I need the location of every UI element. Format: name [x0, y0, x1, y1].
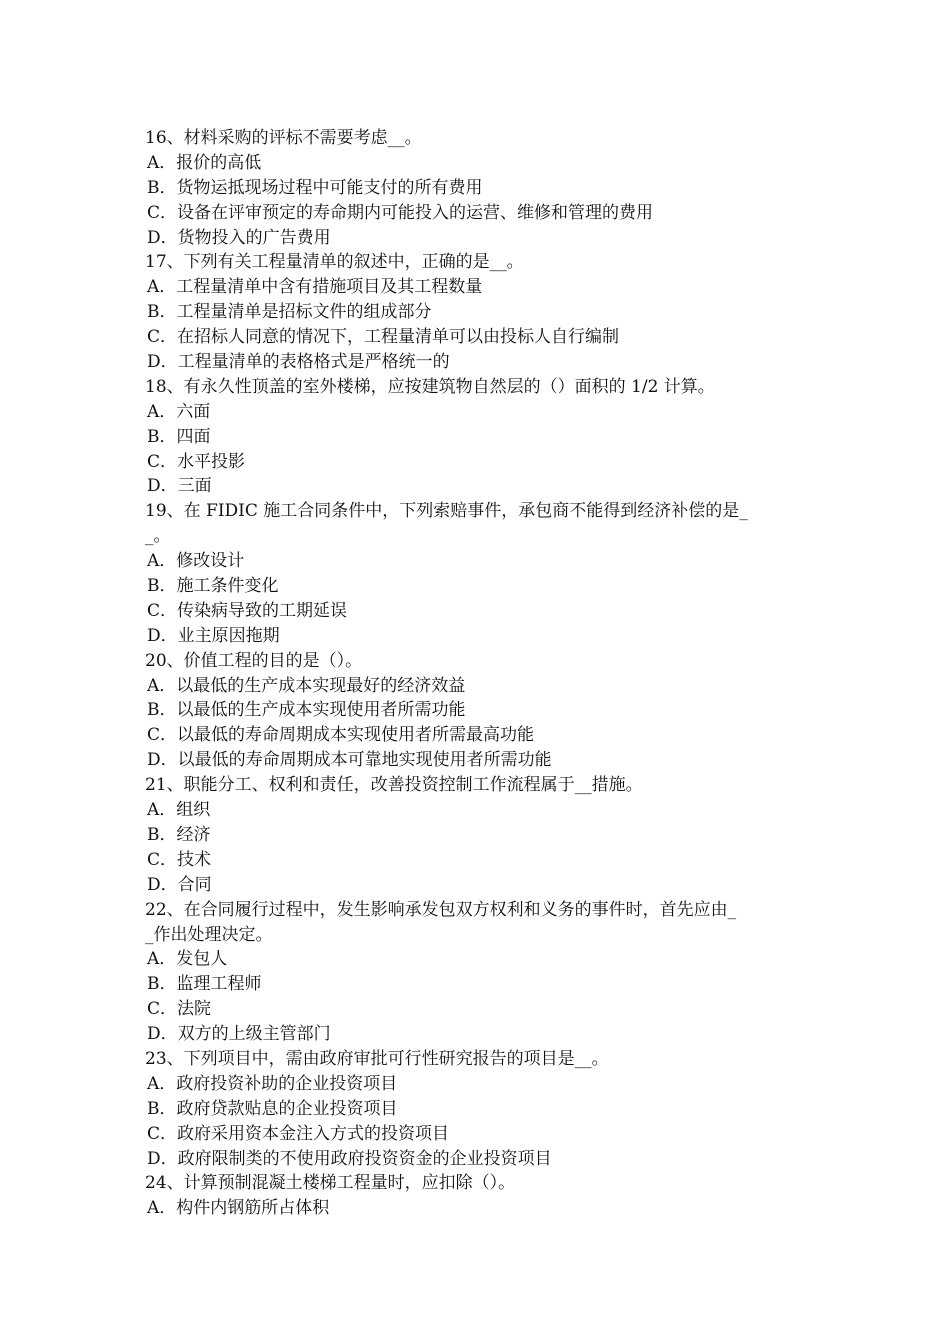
answer-option: A．工程量清单中含有措施项目及其工程数量 — [147, 277, 483, 298]
question-text: 20、价值工程的目的是（）。 — [145, 650, 363, 671]
answer-option: D．政府限制类的不使用政府投资资金的企业投资项目 — [147, 1148, 552, 1169]
answer-option: D．业主原因拖期 — [147, 625, 280, 646]
question-text: 23、下列项目中，需由政府审批可行性研究报告的项目是__。 — [145, 1048, 609, 1069]
answer-option: A．报价的高低 — [147, 152, 262, 173]
question-text: 24、计算预制混凝土楼梯工程量时，应扣除（）。 — [145, 1173, 516, 1194]
answer-option: C．水平投影 — [147, 451, 246, 472]
answer-option: D．三面 — [147, 476, 212, 497]
answer-option: B．四面 — [147, 426, 211, 447]
answer-option: D．以最低的寿命周期成本可靠地实现使用者所需功能 — [147, 750, 552, 771]
answer-option: A．以最低的生产成本实现最好的经济效益 — [147, 675, 466, 696]
question-text: 16、材料采购的评标不需要考虑__。 — [145, 128, 422, 148]
answer-option: C．设备在评审预定的寿命期内可能投入的运营、维修和管理的费用 — [147, 202, 654, 223]
answer-option: B．政府贷款贴息的企业投资项目 — [147, 1098, 398, 1119]
answer-option: B．以最低的生产成本实现使用者所需功能 — [147, 700, 466, 721]
question-text: 22、在合同履行过程中，发生影响承发包双方权利和义务的事件时，首先应由_ — [145, 899, 737, 920]
question-text: 19、在 FIDIC 施工合同条件中，下列索赔事件，承包商不能得到经济补偿的是_ — [145, 501, 748, 522]
question-text: 18、有永久性顶盖的室外楼梯，应按建筑物自然层的（）面积的 1/2 计算。 — [145, 376, 715, 397]
answer-option: C．以最低的寿命周期成本实现使用者所需最高功能 — [147, 725, 535, 746]
question-text: _作出处理决定。 — [145, 924, 273, 945]
answer-option: B．货物运抵现场过程中可能支付的所有费用 — [147, 177, 483, 198]
answer-option: D．双方的上级主管部门 — [147, 1024, 331, 1045]
answer-option: C．法院 — [147, 999, 212, 1020]
answer-option: A．六面 — [147, 401, 211, 422]
answer-option: C．传染病导致的工期延误 — [147, 600, 348, 621]
answer-option: C．政府采用资本金注入方式的投资项目 — [147, 1123, 450, 1144]
answer-option: A．构件内钢筋所占体积 — [147, 1198, 330, 1219]
answer-option: C．在招标人同意的情况下，工程量清单可以由投标人自行编制 — [147, 327, 620, 348]
answer-option: A．发包人 — [147, 949, 228, 970]
question-text: 17、下列有关工程量清单的叙述中，正确的是__。 — [145, 252, 524, 273]
question-list — [145, 126, 815, 1221]
answer-option: A．修改设计 — [147, 551, 245, 572]
answer-option: B．监理工程师 — [147, 974, 262, 995]
question-text: _。 — [145, 526, 171, 547]
answer-option: D．合同 — [147, 874, 212, 895]
answer-option: B．施工条件变化 — [147, 576, 279, 597]
answer-option: D．工程量清单的表格格式是严格统一的 — [147, 352, 450, 373]
answer-option: C．技术 — [147, 849, 212, 870]
question-text: 21、职能分工、权利和责任，改善投资控制工作流程属于__措施。 — [145, 775, 643, 796]
answer-option: B．经济 — [147, 824, 211, 845]
answer-option: B．工程量清单是招标文件的组成部分 — [147, 302, 432, 323]
answer-option: A．政府投资补助的企业投资项目 — [147, 1073, 398, 1094]
answer-option: D．货物投入的广告费用 — [147, 227, 331, 248]
answer-option: A．组织 — [147, 800, 211, 821]
